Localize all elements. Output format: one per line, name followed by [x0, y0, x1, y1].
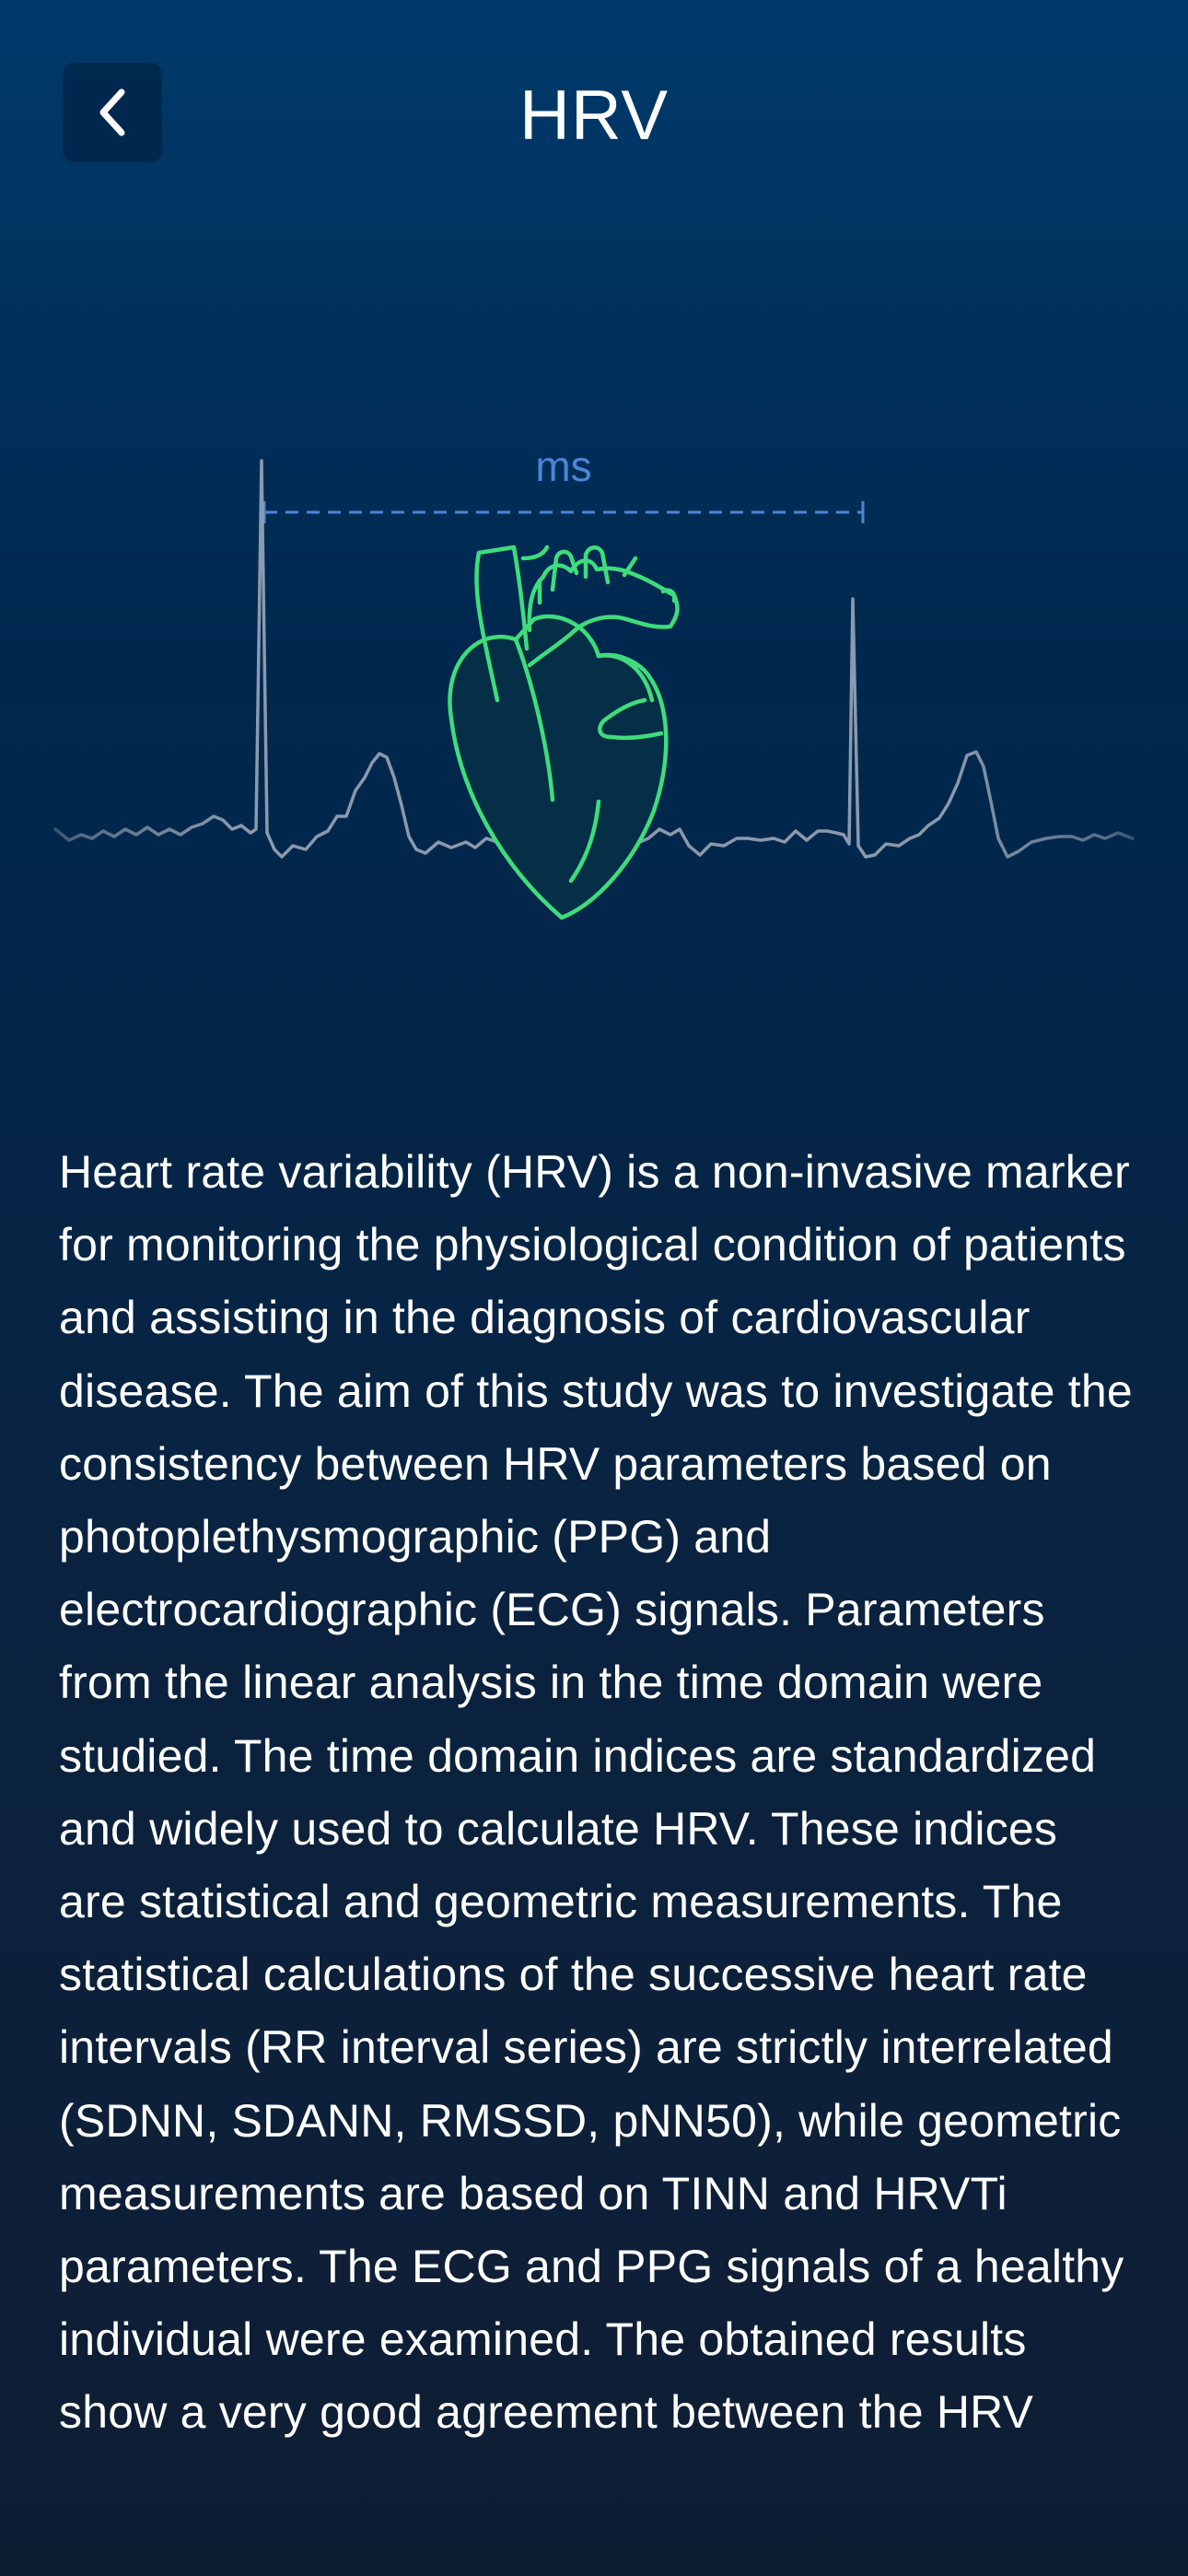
hrv-description: Heart rate variability (HRV) is a non-invasive marker for monitoring the physiological condition of patients and assisting in the diagnosis of cardiovascular disease. The aim of this study was to investigate the consistency between HRV parameters based on photoplethysmographic (PPG) and electrocardiographic (ECG) signals. Parameters from the linear analysis in the time domain were studied. The time domain indices are standardized and widely used to calculate HRV. These indices are statistical and geometric measurements. The statistical calculations of the successive heart rate intervals (RR interval series) are strictly interrelated (SDNN, SDANN, RMSSD, pNN50), while geometric measurements are based on TINN and HRVTi parameters. The ECG and PPG signals of a healthy individual were examined. The obtained results show a very good agreement between the HRV — [59, 1146, 1133, 2439]
page-title: HRV — [518, 76, 670, 155]
interval-label: ms — [535, 442, 592, 490]
header — [0, 0, 1188, 230]
heart-icon — [449, 547, 677, 918]
hrv-illustration — [0, 405, 1188, 977]
rr-interval-marker — [264, 501, 863, 523]
